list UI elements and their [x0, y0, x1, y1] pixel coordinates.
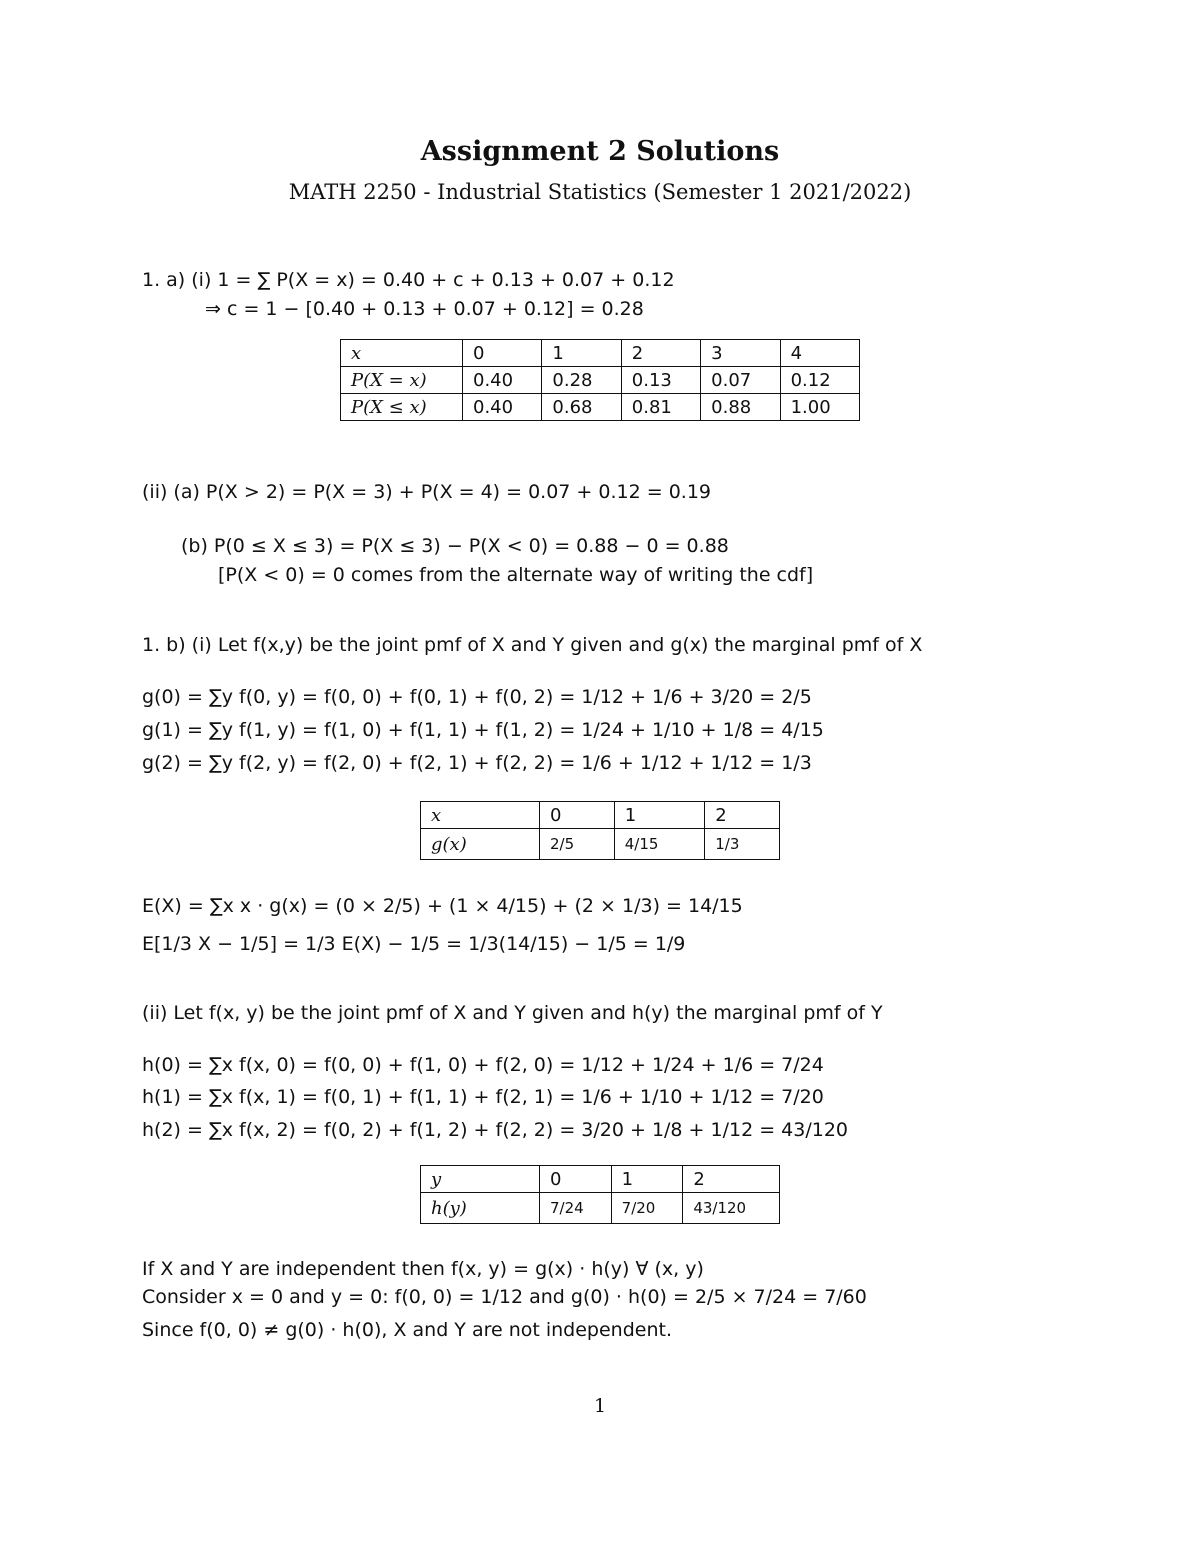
- table-cell: y: [421, 1166, 540, 1193]
- table-row: [341, 367, 860, 394]
- table-cell: 2/5: [540, 829, 615, 860]
- independence-line2: Consider x = 0 and y = 0: f(0, 0) = 1/12 and g(0) · h(0) = 2/5 × 7/24 = 7/60: [142, 1286, 867, 1308]
- pmf-cdf-table: [340, 339, 860, 421]
- page-number: 1: [593, 1395, 607, 1417]
- table-cell: x: [421, 802, 540, 829]
- g-marginal-table: [420, 801, 780, 860]
- q1b-h0: h(0) = ∑x f(x, 0) = f(0, 0) + f(1, 0) + f(2, 0) = 1/12 + 1/24 + 1/6 = 7/24: [142, 1054, 824, 1076]
- q1a-ii-b-note: [P(X < 0) = 0 comes from the alternate way of writing the cdf]: [218, 564, 814, 586]
- table-cell: 3: [701, 340, 780, 367]
- table-cell: 0.07: [701, 367, 780, 394]
- q1b-h1: h(1) = ∑x f(x, 1) = f(0, 1) + f(1, 1) + f(2, 1) = 1/6 + 1/10 + 1/12 = 7/20: [142, 1086, 824, 1108]
- table-cell: 2: [683, 1166, 780, 1193]
- h-marginal-table: [420, 1165, 780, 1224]
- q1a-line2: ⇒ c = 1 − [0.40 + 0.13 + 0.07 + 0.12] = 0.28: [205, 298, 644, 320]
- q1a-ii-a: (ii) (a) P(X > 2) = P(X = 3) + P(X = 4) = 0.07 + 0.12 = 0.19: [142, 481, 711, 503]
- table-cell: 0: [540, 1166, 612, 1193]
- q1b-ii-intro: (ii) Let f(x, y) be the joint pmf of X and Y given and h(y) the marginal pmf of Y: [142, 1002, 883, 1024]
- independence-line1: If X and Y are independent then f(x, y) = g(x) · h(y) ∀ (x, y): [142, 1258, 704, 1280]
- table-cell: 0.28: [542, 367, 621, 394]
- table-cell: 0: [540, 802, 615, 829]
- table-cell: 4/15: [614, 829, 705, 860]
- q1a-ii-b: (b) P(0 ≤ X ≤ 3) = P(X ≤ 3) − P(X < 0) = 0.88 − 0 = 0.88: [181, 535, 729, 557]
- table-cell: h(y): [421, 1193, 540, 1224]
- table-row: [421, 802, 780, 829]
- q1b-g0: g(0) = ∑y f(0, y) = f(0, 0) + f(0, 1) + f(0, 2) = 1/12 + 1/6 + 3/20 = 2/5: [142, 686, 812, 708]
- table-cell: 0.68: [542, 394, 621, 421]
- page-title: Assignment 2 Solutions: [420, 136, 780, 167]
- table-row: [421, 1166, 780, 1193]
- table-cell: P(X ≤ x): [341, 394, 463, 421]
- q1b-g2: g(2) = ∑y f(2, y) = f(2, 0) + f(2, 1) + f(2, 2) = 1/6 + 1/12 + 1/12 = 1/3: [142, 752, 812, 774]
- table-cell: 0.40: [463, 394, 542, 421]
- q1a-line1: 1. a) (i) 1 = ∑ P(X = x) = 0.40 + c + 0.13 + 0.07 + 0.12: [142, 269, 675, 291]
- table-row: [421, 1193, 780, 1224]
- table-cell: 0.81: [621, 394, 700, 421]
- table-cell: 1/3: [705, 829, 780, 860]
- table-cell: 1.00: [780, 394, 859, 421]
- table-cell: 4: [780, 340, 859, 367]
- page-subtitle: MATH 2250 - Industrial Statistics (Semester 1 2021/2022): [288, 180, 912, 204]
- table-row: [341, 394, 860, 421]
- table-cell: 1: [614, 802, 705, 829]
- table-cell: 2: [705, 802, 780, 829]
- table-cell: 0.13: [621, 367, 700, 394]
- table-cell: 7/24: [540, 1193, 612, 1224]
- independence-line3: Since f(0, 0) ≠ g(0) · h(0), X and Y are not independent.: [142, 1319, 673, 1341]
- table-row: [341, 340, 860, 367]
- table-cell: 43/120: [683, 1193, 780, 1224]
- table-cell: P(X = x): [341, 367, 463, 394]
- table-cell: 0: [463, 340, 542, 367]
- table-cell: 1: [542, 340, 621, 367]
- table-row: [421, 829, 780, 860]
- table-cell: 2: [621, 340, 700, 367]
- table-cell: 1: [611, 1166, 683, 1193]
- table-cell: g(x): [421, 829, 540, 860]
- q1b-intro: 1. b) (i) Let f(x,y) be the joint pmf of X and Y given and g(x) the marginal pmf of X: [142, 634, 923, 656]
- table-cell: 0.88: [701, 394, 780, 421]
- q1b-expectation-linear: E[1/3 X − 1/5] = 1/3 E(X) − 1/5 = 1/3(14/15) − 1/5 = 1/9: [142, 933, 686, 955]
- table-cell: 0.40: [463, 367, 542, 394]
- table-cell: 0.12: [780, 367, 859, 394]
- table-cell: 7/20: [611, 1193, 683, 1224]
- table-cell: x: [341, 340, 463, 367]
- q1b-g1: g(1) = ∑y f(1, y) = f(1, 0) + f(1, 1) + f(1, 2) = 1/24 + 1/10 + 1/8 = 4/15: [142, 719, 824, 741]
- q1b-expectation: E(X) = ∑x x · g(x) = (0 × 2/5) + (1 × 4/15) + (2 × 1/3) = 14/15: [142, 895, 743, 917]
- q1b-h2: h(2) = ∑x f(x, 2) = f(0, 2) + f(1, 2) + f(2, 2) = 3/20 + 1/8 + 1/12 = 43/120: [142, 1119, 849, 1141]
